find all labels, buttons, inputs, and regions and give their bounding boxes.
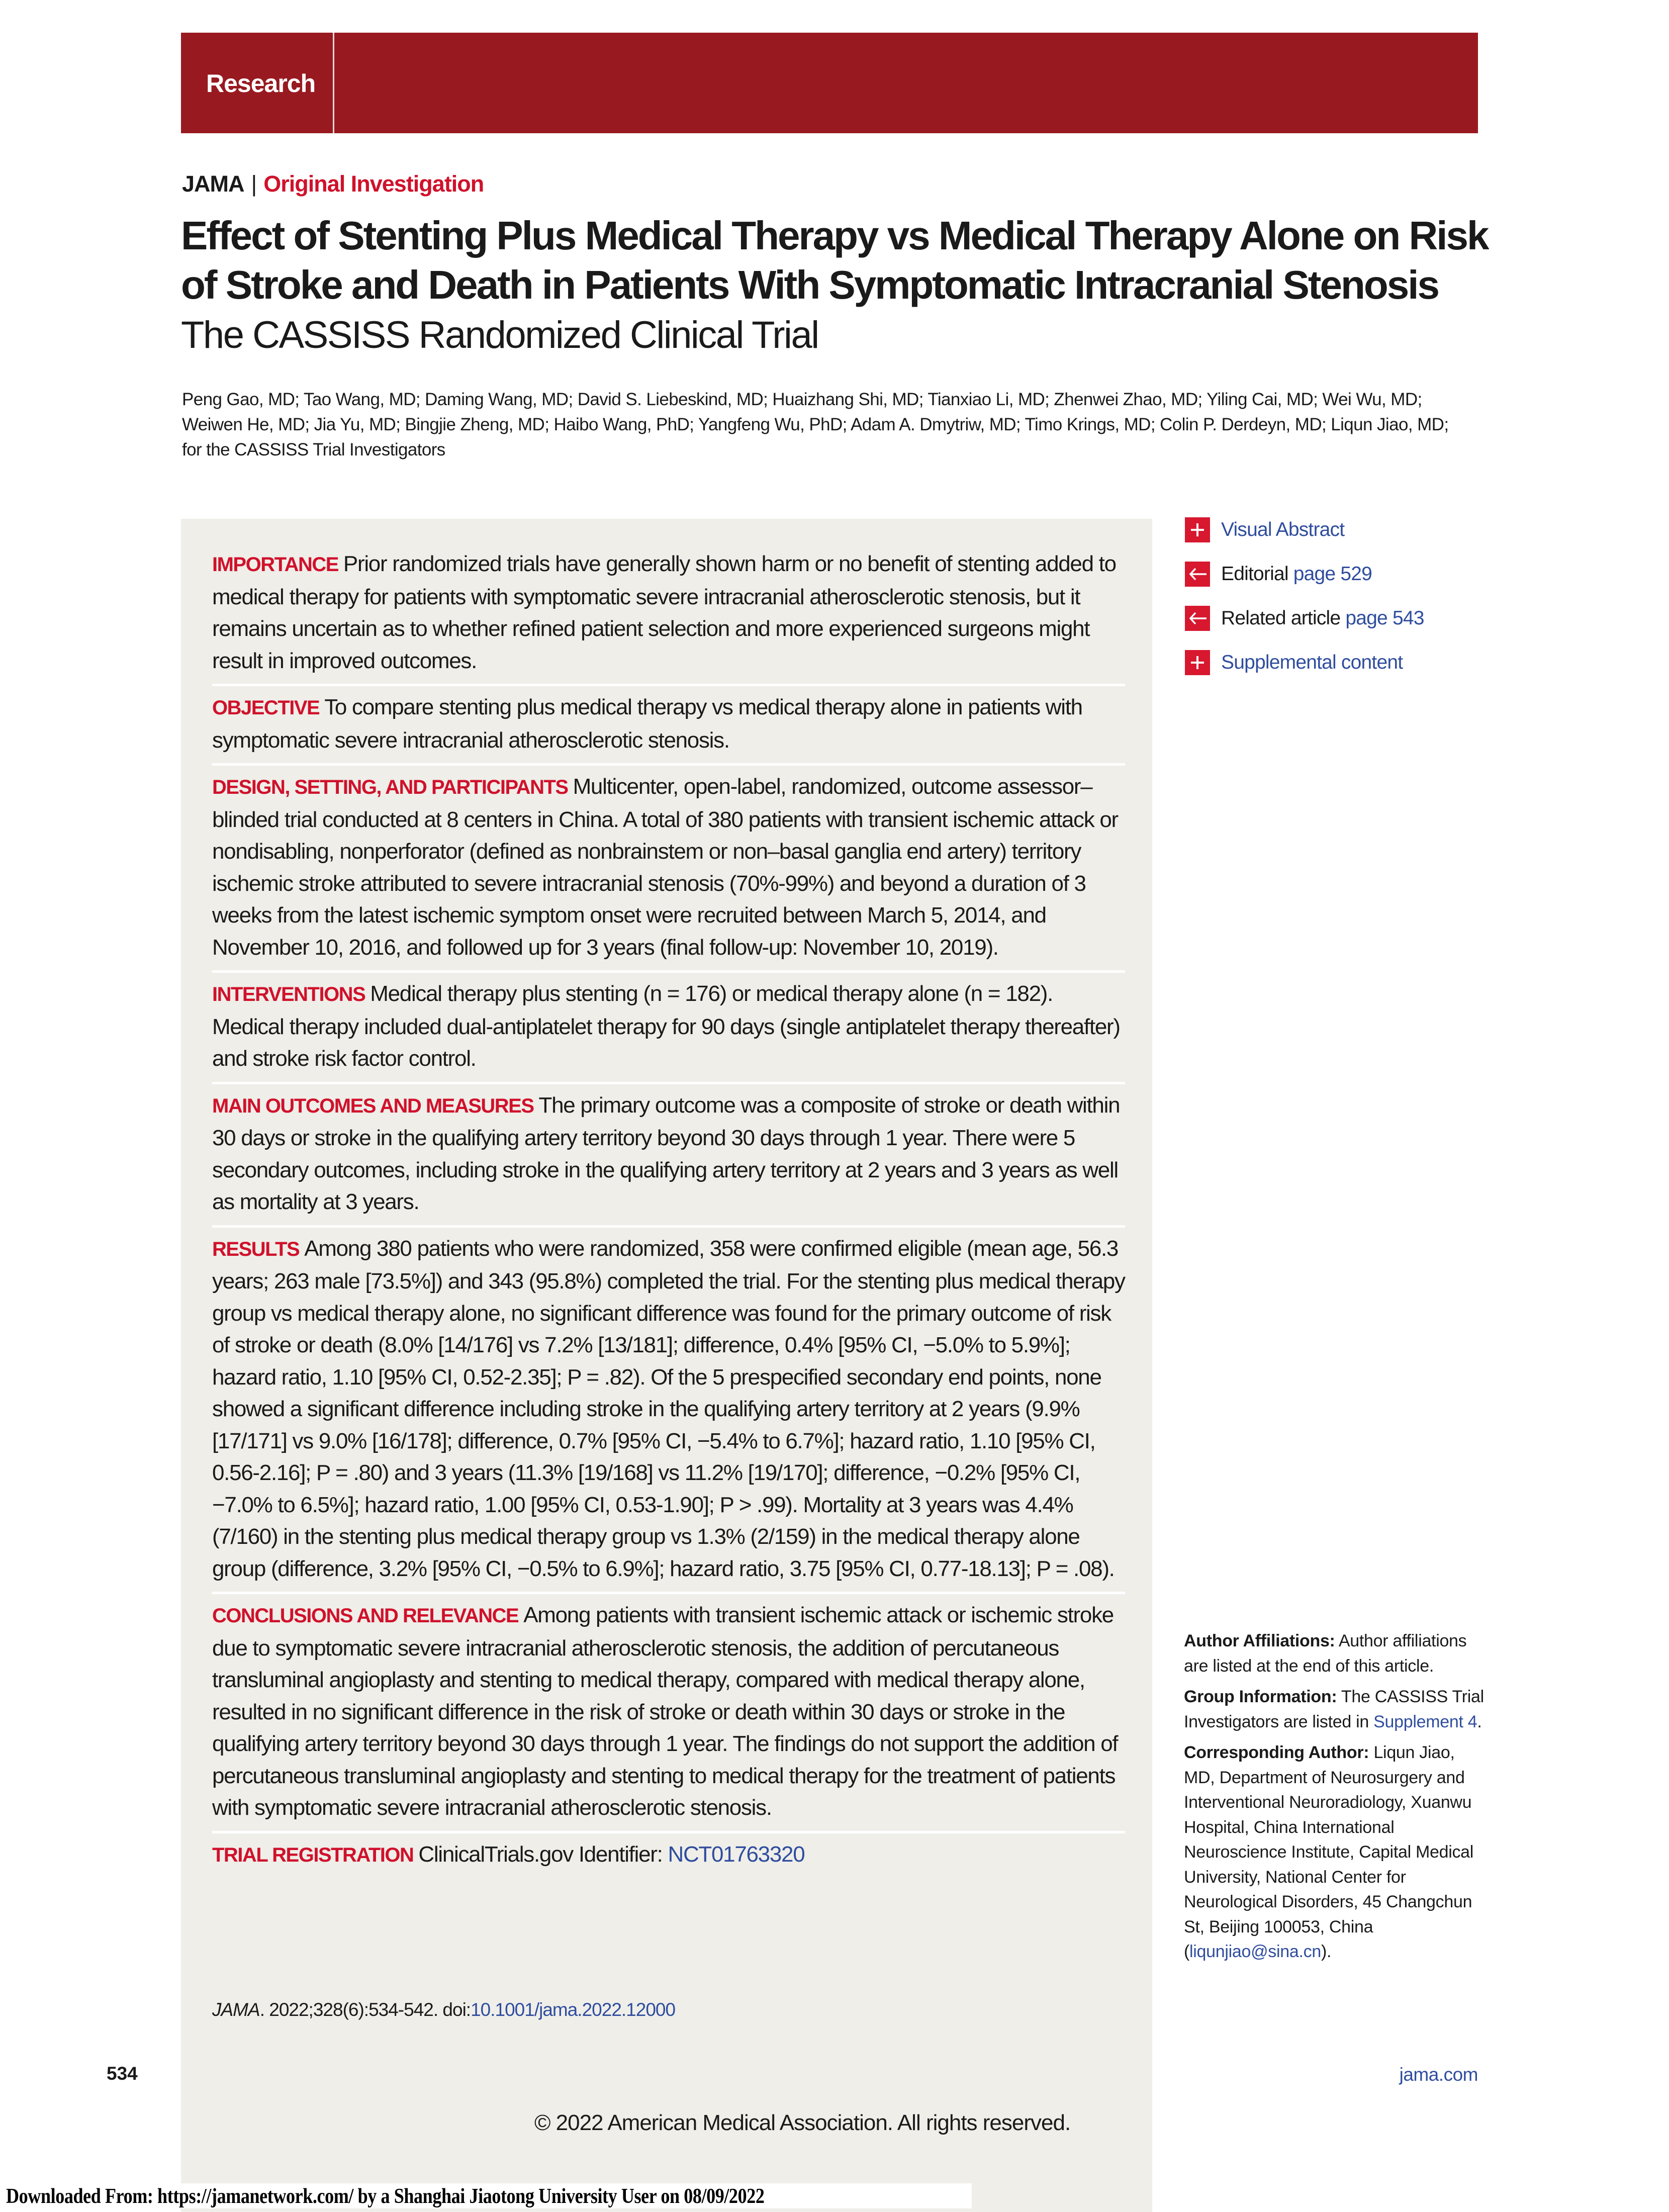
link-label: Supplemental content	[1221, 652, 1403, 673]
affiliations-label: Author Affiliations:	[1184, 1631, 1335, 1650]
section-label: RESULTS	[212, 1238, 300, 1260]
affiliations-text: Author affiliations are listed at the end of this article.	[1184, 1631, 1467, 1676]
section-label: MAIN OUTCOMES AND MEASURES	[212, 1094, 534, 1117]
corresponding-label: Corresponding Author:	[1184, 1743, 1369, 1762]
arrow-left-icon	[1185, 606, 1210, 631]
plus-icon	[1185, 517, 1210, 542]
group-info-suffix: .	[1477, 1712, 1482, 1731]
abstract-conclusions	[212, 1594, 1125, 1833]
abstract-main-outcomes	[212, 1084, 1125, 1228]
article-title: Effect of Stenting Plus Medical Therapy vs Medical Therapy Alone on Risk of Stroke and Death in Patients With Symptomatic Intracranial Stenosis	[181, 213, 1488, 307]
section-text: Multicenter, open-label, randomized, outcome assessor–blinded trial conducted at 8 centers in China. A total of 380 patients with transient ischemic attack or nondisabling, nonperforator (defined as nonbrainstem or non–basal ganglia end artery) territory ischemic stroke attributed to severe intracranial stenosis (70%-99%) and beyond a duration of 3 weeks from the latest ischemic symptom onset were recruited between March 5, 2014, and November 10, 2016, and followed up for 3 years (final follow-up: November 10, 2019).	[212, 774, 1118, 960]
arrow-left-icon	[1185, 562, 1210, 587]
corresponding-text: Liqun Jiao, MD, Department of Neurosurgery and Interventional Neuroradiology, Xuanwu Hospital, China International Neuroscience Institute, Capital Medical University, National Center for Neurological Disorders, 45 Changchun St, Beijing 100053, China (	[1184, 1743, 1474, 1961]
citation-details: . 2022;328(6):534-542. doi:	[259, 1999, 471, 2020]
journal-line	[182, 171, 484, 197]
citation	[212, 1999, 675, 2020]
page-number: 534	[107, 2063, 138, 2084]
plus-icon	[1185, 650, 1210, 675]
section-label: TRIAL REGISTRATION	[212, 1844, 414, 1866]
corresponding-author	[1184, 1740, 1486, 1965]
download-notice-bar	[0, 2183, 972, 2208]
link-label: Editorial	[1221, 563, 1288, 585]
group-info-label: Group Information:	[1184, 1687, 1337, 1706]
section-label: Research	[206, 69, 316, 98]
site-link[interactable]: jama.com	[1399, 2064, 1478, 2085]
section-label: DESIGN, SETTING, AND PARTICIPANTS	[212, 776, 568, 798]
author-byline: Peng Gao, MD; Tao Wang, MD; Daming Wang, MD; David S. Liebeskind, MD; Huaizhang Shi, MD; Tianxiao Li, MD; Zhenwei Zhao, MD; Yiling Cai, MD; Wei Wu, MD; Weiwen He, MD; Jia Yu, MD; Bingjie Zheng, MD; Haibo Wang, PhD; Yangfeng Wu, PhD; Adam A. Dmytriw, MD; Timo Krings, MD; Colin P. Derdeyn, MD; Liqun Jiao, MD; for the CASSISS Trial Investigators	[182, 390, 1449, 459]
author-affiliations	[1184, 1629, 1486, 1679]
editorial-link[interactable]	[1185, 561, 1466, 587]
author-info	[1184, 1629, 1486, 1971]
corresponding-suffix: ).	[1321, 1942, 1332, 1961]
abstract-trial-registration	[212, 1833, 1125, 1879]
section-label: IMPORTANCE	[212, 554, 338, 576]
supplemental-content-link[interactable]	[1185, 650, 1466, 676]
abstract-box	[181, 519, 1152, 2212]
article-type: Original Investigation	[263, 171, 484, 197]
trial-identifier-link[interactable]: NCT01763320	[668, 1841, 805, 1867]
doi-link[interactable]: 10.1001/jama.2022.12000	[471, 1999, 676, 2020]
link-page: page 543	[1345, 607, 1424, 629]
abstract-results	[212, 1228, 1125, 1595]
download-notice: Downloaded From: https://jamanetwork.com/ by a Shanghai Jiaotong University User on 08/09/2022	[6, 2185, 765, 2208]
section-header-bar	[181, 33, 1478, 133]
abstract-design	[212, 766, 1125, 973]
group-info-text: The CASSISS Trial Investigators are listed in	[1184, 1687, 1484, 1731]
group-information	[1184, 1685, 1486, 1734]
section-text: To compare stenting plus medical therapy vs medical therapy alone in patients with symptomatic severe intracranial atherosclerotic stenosis.	[212, 695, 1082, 753]
header-divider	[333, 33, 334, 133]
abstract-interventions	[212, 973, 1125, 1084]
email-link[interactable]: liqunjiao@sina.cn	[1189, 1942, 1321, 1961]
section-text: Prior randomized trials have generally shown harm or no benefit of stenting added to medical therapy for patients with symptomatic severe intracranial atherosclerotic stenosis, but it remains uncertain as to whether refined patient selection and more experienced surgeons might result in improved outcomes.	[212, 551, 1116, 673]
visual-abstract-link[interactable]	[1185, 517, 1466, 543]
abstract-content	[212, 543, 1125, 1878]
journal-name: JAMA	[182, 171, 244, 197]
section-label: INTERVENTIONS	[212, 983, 365, 1005]
link-label: Related article	[1221, 607, 1341, 629]
abstract-objective	[212, 686, 1125, 766]
related-article-link[interactable]	[1185, 605, 1466, 631]
section-label: CONCLUSIONS AND RELEVANCE	[212, 1605, 519, 1627]
article-subtitle: The CASSISS Randomized Clinical Trial	[181, 314, 818, 356]
abstract-importance	[212, 543, 1125, 686]
copyright-notice: © 2022 American Medical Association. All rights reserved.	[534, 2110, 1071, 2135]
section-text: The primary outcome was a composite of stroke or death within 30 days or stroke in the qualifying artery territory beyond 30 days through 1 year. There were 5 secondary outcomes, including stroke in the qualifying artery territory at 2 years and 3 years as well as mortality at 3 years.	[212, 1092, 1120, 1214]
citation-journal: JAMA	[212, 1999, 260, 2020]
journal-separator: |	[251, 171, 257, 197]
section-text: Among patients with transient ischemic attack or ischemic stroke due to symptomatic severe intracranial atherosclerotic stenosis, the addition of percutaneous transluminal angioplasty and stenting to medical therapy, compared with medical therapy alone, resulted in no significant difference in the risk of stroke or death within 30 days or stroke in the qualifying artery territory beyond 30 days through 1 year. The findings do not support the addition of percutaneous transluminal angioplasty and stenting to medical therapy for the treatment of patients with symptomatic severe intracranial atherosclerotic stenosis.	[212, 1603, 1118, 1820]
link-label: Visual Abstract	[1221, 519, 1345, 540]
related-links	[1185, 517, 1466, 694]
section-text: Among 380 patients who were randomized, 358 were confirmed eligible (mean age, 56.3 years; 263 male [73.5%]) and 343 (95.8%) completed the trial. For the stenting plus medical therapy group vs medical therapy alone, no significant difference was found for the primary outcome of risk of stroke or death (8.0% [14/176] vs 7.2% [13/181]; difference, 0.4% [95% CI, −5.0% to 5.9%]; hazard ratio, 1.10 [95% CI, 0.52-2.35]; P = .82). Of the 5 prespecified secondary end points, none showed a significant difference including stroke in the qualifying artery territory at 2 years (9.9% [17/171] vs 9.0% [16/178]; difference, 0.7% [95% CI, −5.4% to 6.7%]; hazard ratio, 1.10 [95% CI, 0.56-2.16]; P = .80) and 3 years (11.3% [19/168] vs 11.2% [19/170]; difference, −0.2% [95% CI, −7.0% to 6.5%]; hazard ratio, 1.00 [95% CI, 0.53-1.90]; P > .99). Mortality at 3 years was 4.4% (7/160) in the stenting plus medical therapy group vs 1.3% (2/159) in the medical therapy alone group (difference, 3.2% [95% CI, −0.5% to 6.9%]; hazard ratio, 3.75 [95% CI, 0.77-18.13]; P = .08).	[212, 1236, 1125, 1581]
section-label: OBJECTIVE	[212, 697, 320, 719]
registration-text: ClinicalTrials.gov Identifier:	[418, 1841, 663, 1867]
link-page: page 529	[1293, 563, 1372, 585]
section-text: Medical therapy plus stenting (n = 176) or medical therapy alone (n = 182). Medical therapy included dual-antiplatelet therapy for 90 days (single antiplatelet therapy thereafter) and stroke risk factor control.	[212, 981, 1120, 1071]
supplement-link[interactable]: Supplement 4	[1373, 1712, 1477, 1731]
